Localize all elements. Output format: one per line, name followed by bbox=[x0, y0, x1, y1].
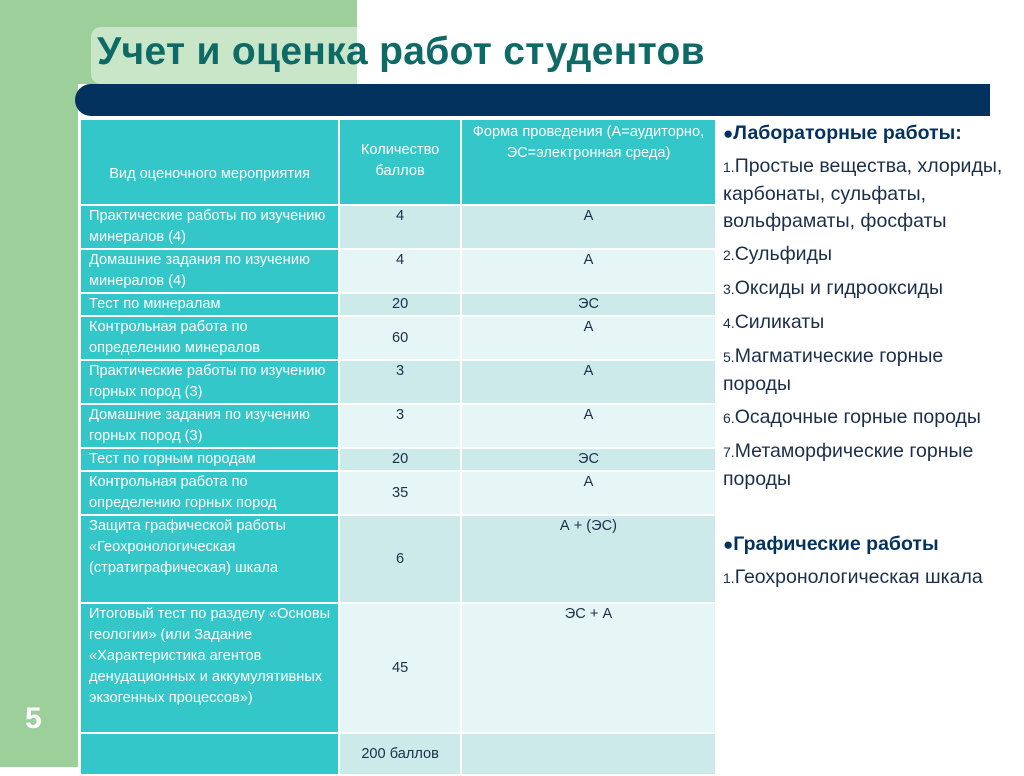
row-points: 3 bbox=[339, 404, 461, 448]
graphic-works-heading: ●Графические работы bbox=[723, 533, 939, 555]
table-header-row bbox=[80, 119, 716, 205]
row-points: 4 bbox=[339, 205, 461, 249]
table-row bbox=[80, 448, 716, 471]
row-activity: Практические работы по изучению минералов (4) bbox=[80, 205, 339, 249]
row-format: ЭС bbox=[461, 293, 716, 316]
row-activity: Домашние задания по изучению горных пород (3) bbox=[80, 404, 339, 448]
total-format bbox=[461, 733, 716, 775]
lab-item: 1.Простые вещества, хлориды, карбонаты, сульфаты, вольфраматы, фосфаты bbox=[723, 155, 1003, 232]
lab-item: 3.Оксиды и гидрооксиды bbox=[723, 277, 944, 299]
table-row bbox=[80, 603, 716, 733]
row-points: 35 bbox=[339, 471, 461, 515]
header-activity-type: Вид оценочного мероприятия bbox=[80, 119, 339, 205]
table-row bbox=[80, 205, 716, 249]
row-points: 3 bbox=[339, 360, 461, 404]
row-points: 45 bbox=[339, 603, 461, 733]
row-format: А bbox=[461, 249, 716, 293]
lab-item: 4.Силикаты bbox=[723, 311, 825, 333]
row-points: 20 bbox=[339, 293, 461, 316]
row-activity: Тест по минералам bbox=[80, 293, 339, 316]
header-points: Количество баллов bbox=[339, 119, 461, 205]
lab-item: 6.Осадочные горные породы bbox=[723, 406, 981, 428]
row-format: А bbox=[461, 205, 716, 249]
lab-item: 5.Магматические горные породы bbox=[723, 345, 944, 395]
row-format: А bbox=[461, 360, 716, 404]
row-activity: Итоговый тест по разделу «Основы геологии» (или Задание «Характеристика агентов денудационных и аккумулятивных экзогенных процессов») bbox=[80, 603, 339, 733]
row-format: А bbox=[461, 471, 716, 515]
table-row bbox=[80, 316, 716, 360]
slide-number: 5 bbox=[25, 702, 42, 735]
lab-item: 2.Сульфиды bbox=[723, 243, 832, 265]
row-format: ЭС + А bbox=[461, 603, 716, 733]
header-format: Форма проведения (А=аудиторно, ЭС=электронная среда) bbox=[461, 119, 716, 205]
slide-title: Учет и оценка работ студентов bbox=[97, 30, 705, 73]
row-activity: Тест по горным породам bbox=[80, 448, 339, 471]
table-row bbox=[80, 404, 716, 448]
title-underline-bar bbox=[75, 84, 990, 116]
total-points: 200 баллов bbox=[339, 733, 461, 775]
left-green-band bbox=[0, 0, 78, 767]
total-label bbox=[80, 733, 339, 775]
row-activity: Домашние задания по изучению минералов (4) bbox=[80, 249, 339, 293]
row-activity: Защита графической работы «Геохронологическая (стратиграфическая) шкала bbox=[80, 515, 339, 603]
graphic-item: 1.Геохронологическая шкала bbox=[723, 566, 983, 588]
table-total-row bbox=[80, 733, 716, 775]
bullet-icon: ● bbox=[723, 535, 734, 554]
row-activity: Контрольная работа по определению горных пород bbox=[80, 471, 339, 515]
table-row bbox=[80, 293, 716, 316]
row-points: 20 bbox=[339, 448, 461, 471]
work-list-panel bbox=[723, 120, 1013, 592]
row-format: А bbox=[461, 316, 716, 360]
row-format: А bbox=[461, 404, 716, 448]
bullet-icon: ● bbox=[723, 124, 734, 143]
table-row bbox=[80, 249, 716, 293]
row-format: А + (ЭС) bbox=[461, 515, 716, 603]
table-row bbox=[80, 515, 716, 603]
row-format: ЭС bbox=[461, 448, 716, 471]
row-points: 4 bbox=[339, 249, 461, 293]
row-points: 6 bbox=[339, 515, 461, 603]
row-points: 60 bbox=[339, 316, 461, 360]
assessment-table bbox=[79, 118, 717, 776]
table-row bbox=[80, 360, 716, 404]
lab-works-heading: ●Лабораторные работы: bbox=[723, 122, 962, 144]
row-activity: Практические работы по изучению горных пород (3) bbox=[80, 360, 339, 404]
table-row bbox=[80, 471, 716, 515]
row-activity: Контрольная работа по определению минералов bbox=[80, 316, 339, 360]
lab-item: 7.Метаморфические горные породы bbox=[723, 440, 974, 490]
